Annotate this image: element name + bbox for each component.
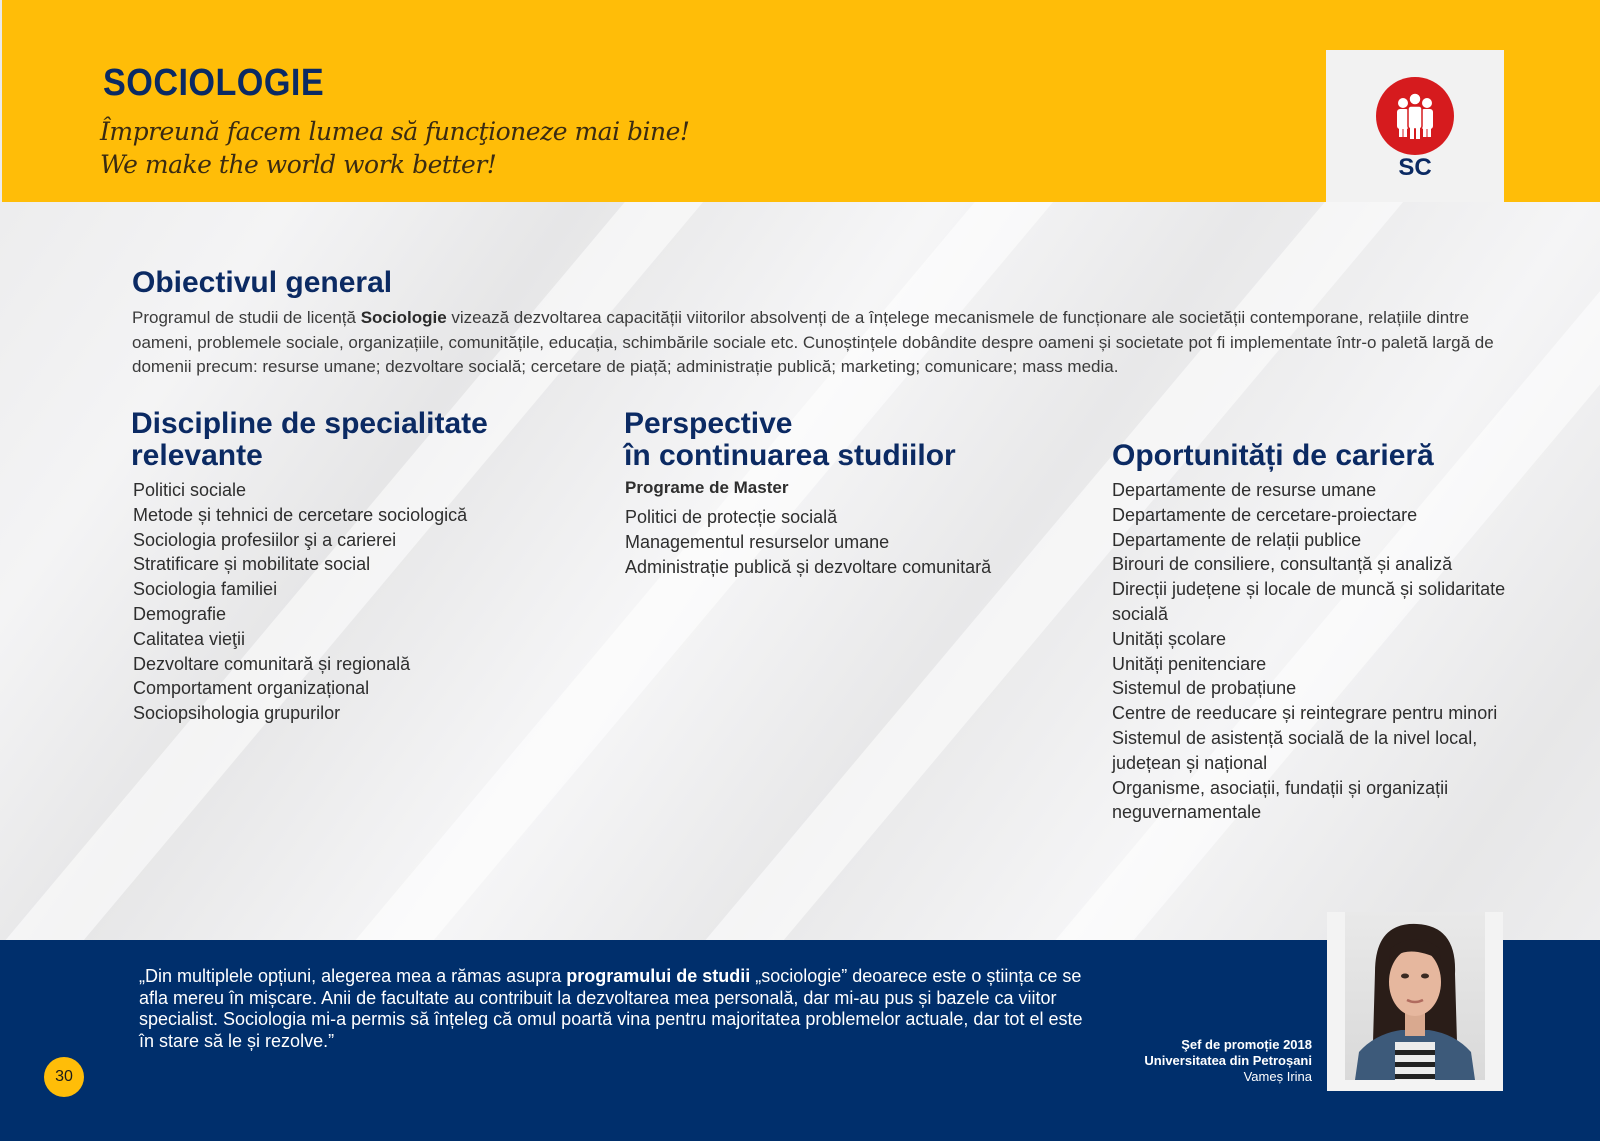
list-item: Sistemul de probațiune	[1112, 678, 1297, 699]
list-item: Comportament organizațional	[133, 678, 370, 699]
quote-text-start: „Din multiplele opțiuni, alegerea mea a rămas asupra	[139, 966, 567, 986]
master-programs-subtitle: Programe de Master	[625, 478, 789, 497]
credit-role: Şef de promoție 2018	[1181, 1037, 1312, 1052]
list-item: Politici de protecție socială	[625, 507, 838, 527]
list-item: Politici sociale	[133, 480, 247, 500]
objective-heading: Obiectivul general	[132, 266, 393, 299]
quote-text-bold: programului de studii	[566, 966, 751, 986]
list-item: Unități școlare	[1112, 628, 1227, 649]
page-number-badge: 30	[44, 1057, 84, 1097]
list-item: Organisme, asociații, fundații și organizații neguvernamentale	[1112, 777, 1449, 823]
testimonial-quote	[139, 966, 1099, 1052]
objective-text-start: Programul de studii de licență	[132, 308, 361, 327]
page-title: SOCIOLOGIE	[103, 62, 325, 104]
perspectives-heading-line2: în continuarea studiilor	[624, 439, 956, 472]
disciplines-heading	[131, 408, 488, 472]
list-item: Centre de reeducare și reintegrare pentru minori	[1112, 703, 1498, 724]
disciplines-list	[133, 478, 553, 726]
list-item: Sociopsihologia grupurilor	[133, 703, 341, 724]
list-item: Calitatea vieţii	[133, 628, 246, 649]
disciplines-heading-line2: relevante	[131, 439, 263, 472]
people-group-icon	[1376, 77, 1454, 155]
logo-label: SC	[1398, 154, 1432, 181]
testimonial-photo-frame	[1327, 912, 1503, 1091]
testimonial-credit	[1144, 1037, 1312, 1085]
objective-paragraph	[132, 306, 1532, 380]
perspectives-heading	[624, 408, 956, 472]
credit-university: Universitatea din Petroșani	[1144, 1053, 1312, 1068]
tagline-english: We make the world work better!	[100, 150, 497, 179]
careers-list	[1112, 478, 1512, 825]
list-item: Dezvoltare comunitară și regională	[133, 653, 411, 674]
tagline-romanian: Împreună facem lumea să funcţioneze mai bine!	[100, 117, 690, 146]
careers-heading: Oportunități de carieră	[1112, 439, 1434, 472]
perspectives-heading-line1: Perspective	[624, 407, 793, 440]
objective-text-bold: Sociologie	[360, 308, 447, 327]
portrait-photo	[1345, 912, 1485, 1080]
list-item: Direcții județene și locale de muncă și solidaritate socială	[1112, 579, 1506, 624]
list-item: Sistemul de asistență socială de la nivel local, județean și național	[1112, 727, 1478, 773]
list-item: Departamente de relații publice	[1112, 529, 1362, 550]
list-item: Birouri de consiliere, consultanță și analiză	[1112, 554, 1453, 575]
list-item: Unități penitenciare	[1112, 653, 1267, 674]
list-item: Departamente de resurse umane	[1112, 480, 1377, 500]
disciplines-heading-line1: Discipline de specialitate	[131, 407, 488, 440]
quote-text-end: „sociologie” deoarece este o știința ce se afla mereu în mișcare. Anii de facultate au contribuit la dezvoltarea mea personală, dar mi-au pus și bazele ca viitor specialist. Sociologia mi-a permis să înțeleg că omul poartă vina pentru majoritatea problemelor actuale, dar tot el este în stare să le și rezolve.”	[139, 966, 1083, 1051]
list-item: Managementul resurselor umane	[625, 531, 890, 552]
program-logo	[1326, 50, 1504, 202]
credit-name: Vameș Irina	[1243, 1069, 1312, 1084]
list-item: Demografie	[133, 603, 227, 624]
list-item: Stratificare și mobilitate social	[133, 554, 371, 575]
list-item: Sociologia profesiilor şi a carierei	[133, 529, 397, 550]
master-programs-list	[625, 505, 1065, 579]
list-item: Administrație publică și dezvoltare comunitară	[625, 556, 992, 577]
list-item: Departamente de cercetare-proiectare	[1112, 504, 1418, 525]
objective-text-end: vizează dezvoltarea capacității viitorilor absolvenți de a înțelege mecanismele de funcționare ale societății contemporane, relațiile dintre oameni, problemele sociale, organizațiile, comunitățile, educația, schimbările sociale etc. Cunoștințele dobândite despre oameni și societate pot fi implementate într-o paletă largă de domenii precum: resurse umane; dezvoltare socială; cercetare de piață; administrație publică; marketing; comunicare; mass media.	[132, 308, 1494, 376]
list-item: Metode și tehnici de cercetare sociologică	[133, 504, 468, 525]
list-item: Sociologia familiei	[133, 579, 278, 600]
